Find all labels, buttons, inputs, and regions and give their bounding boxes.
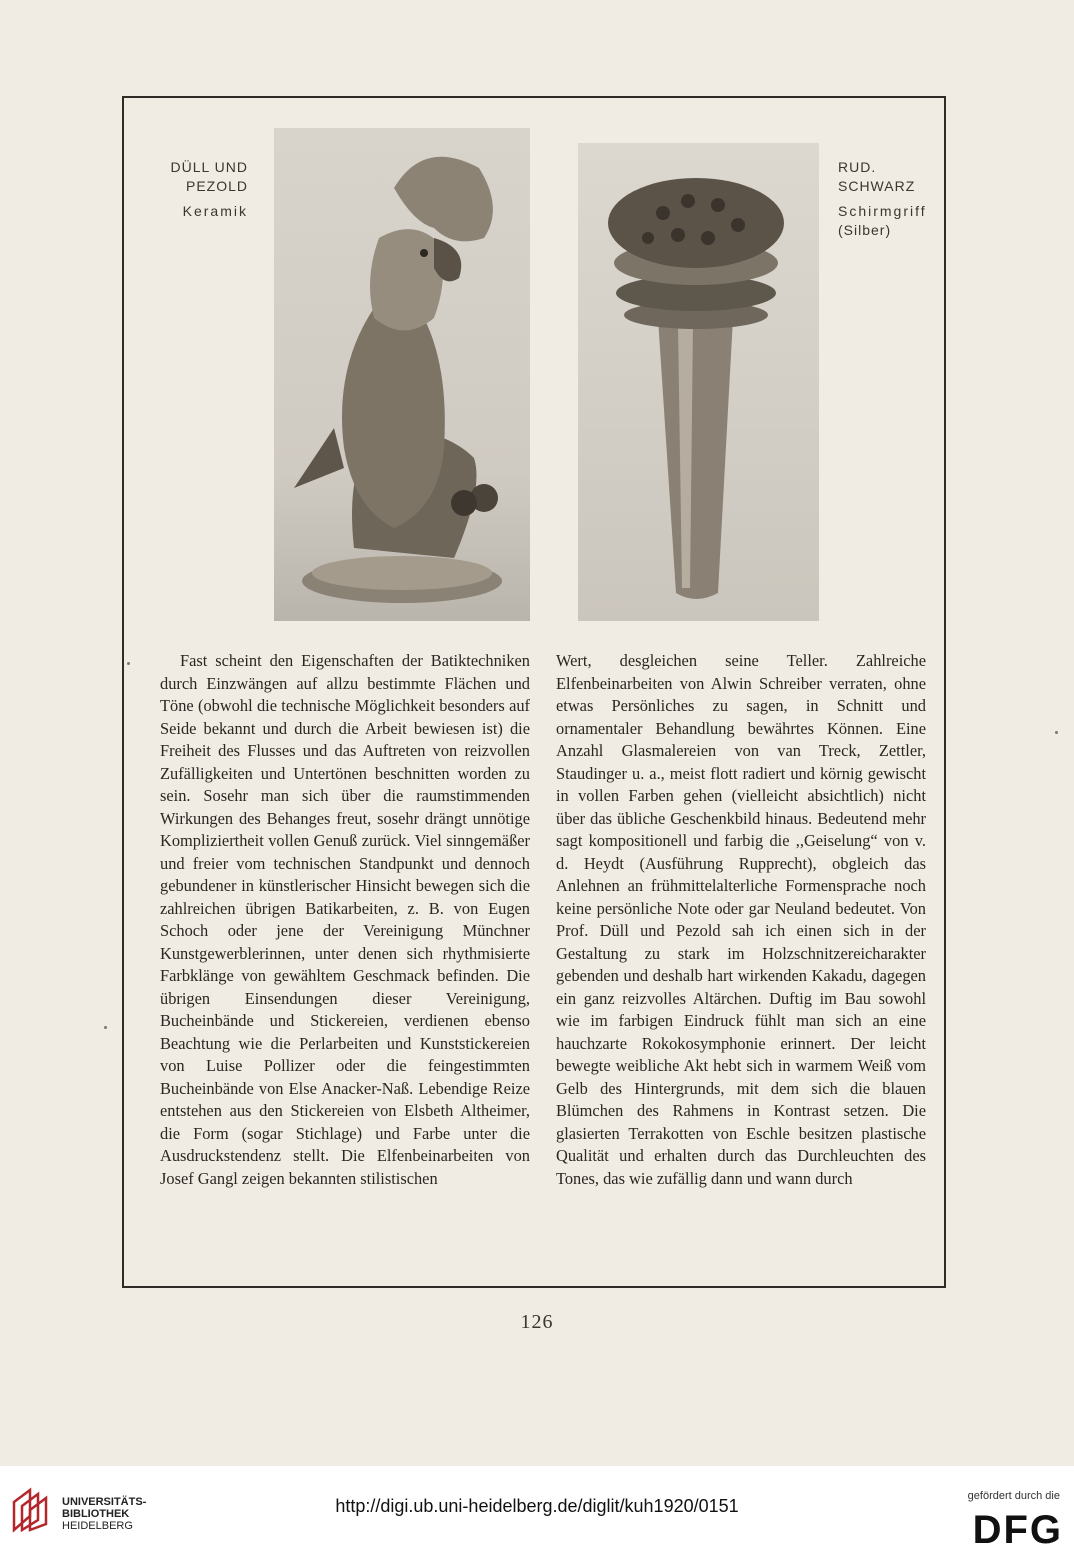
margin-dot bbox=[127, 662, 130, 665]
handle-photo bbox=[578, 143, 819, 621]
caption-left-line2: PEZOLD bbox=[185, 178, 248, 194]
caption-right-line2: SCHWARZ bbox=[838, 178, 916, 194]
library-name-line2: BIBLIOTHEK bbox=[62, 1508, 130, 1520]
parrot-figure-illustration bbox=[274, 128, 530, 621]
caption-right-sub: Schirmgriff bbox=[838, 203, 927, 219]
body-paragraph-right: Wert, desgleichen seine Teller. Zahlreiche Elfenbeinarbeiten von Alwin Schreiber verraten, ohne etwas Persönliches zu sagen, in Schnitt und ornamentaler Behandlung bewährtes Können. Eine Anzahl Glasmalereien von van Treck, Zettler, Staudinger u. a., meist flott radiert und körnig gewischt in vollen Farben gehen (vielleicht absichtlich) nicht über das übliche Geschenkbild hinaus. Bedeutend mehr sagt kompositionell und farbig die ,,Geiselung“ von v. d. Heydt (Ausführung Rupprecht), obgleich das Anlehnen an frühmittelalterliche Formensprache noch keine persönliche Note oder gar Neuland bedeutet. Von Prof. Düll und Pezold sah ich einen sich in der Gestaltung zu stark im Holzschnitzereicharakter gebenden und deshalb hart wirkenden Kakadu, dagegen ein ganz reizvolles Altärchen. Duftig im Bau sowohl wie im farbigen Eindruck fühlt man sich an eine hauchzarte Rokokosymphonie erinnert. Der leicht bewegte weibliche Akt hebt sich in warmem Weiß vom Gelb des Hintergrunds, mit dem sich die blauen Blümchen des Rahmens in Kontrast setzen. Die glasierten Terrakotten von Eschle besitzen plastische Qualität und erhalten durch das Durchleuchten des Tones, das wie zufällig dann und wann durch bbox=[556, 651, 926, 1188]
caption-right bbox=[838, 158, 948, 240]
body-paragraph-left: Fast scheint den Eigenschaften der Batiktechniken durch Einzwängen auf allzu bestimmte Flächen und Töne (obwohl die technische Möglichkeit besonders auf Seide bekannt und durch die Arbeit bewiesen ist) die Freiheit des Flusses und das Auftreten von reizvollen Zufälligkeiten und Untertönen beschnitten worden zu sein. Sosehr man sich über die raumstimmenden Wirkungen des Behanges freut, sosehr drängt unnötige Kompliziertheit vollen Genuß zurück. Viel sinngemäßer und freier vom technischen Standpunkt und dennoch gebundener in künstlerischer Hinsicht bewegen sich die zahlreichen übrigen Batikarbeiten, z. B. von Eugen Schoch oder jene der Vereinigung Münchner Kunstgewerblerinnen, unter denen sich rhythmisierte Farbklänge von gewähltem Geschmack befinden. Die übrigen Einsendungen dieser Vereinigung, Bucheinbände und Stickereien, verdienen ebenso Beachtung wie die Perlarbeiten und Kunststickereien von Luise Pollizer oder die feingestimmten Bucheinbände von Else Anacker-Naß. Lebendige Reize entstehen aus den Stickereien von Elsbeth Altheimer, die Form (sogar Stichlage) und Farbe unter die Ausdruckstendenz stellt. Die Elfenbeinarbeiten von Josef Gangl zeigen bekannten stilistischen bbox=[160, 651, 530, 1188]
caption-right-line1: RUD. bbox=[838, 159, 877, 175]
caption-right-sub2: (Silber) bbox=[838, 222, 892, 238]
dfg-logo: DFG bbox=[972, 1508, 1063, 1552]
margin-dot bbox=[1055, 731, 1058, 734]
parrot-photo bbox=[274, 128, 530, 621]
library-name-line3: HEIDELBERG bbox=[62, 1520, 133, 1532]
text-column-right bbox=[556, 650, 926, 1190]
caption-left-sub: Keramik bbox=[182, 203, 248, 219]
library-name-line1: UNIVERSITÄTS- bbox=[62, 1496, 147, 1508]
text-column-left bbox=[160, 650, 530, 1190]
page-number: 126 bbox=[520, 1311, 554, 1333]
caption-left-line1: DÜLL UND bbox=[170, 159, 248, 175]
caption-left bbox=[140, 158, 248, 221]
source-url[interactable]: http://digi.ub.uni-heidelberg.de/diglit/kuh1920/0151 bbox=[335, 1496, 739, 1516]
margin-dot bbox=[104, 1026, 107, 1029]
umbrella-handle-illustration bbox=[578, 143, 819, 621]
funding-note: gefördert durch die bbox=[967, 1490, 1060, 1502]
